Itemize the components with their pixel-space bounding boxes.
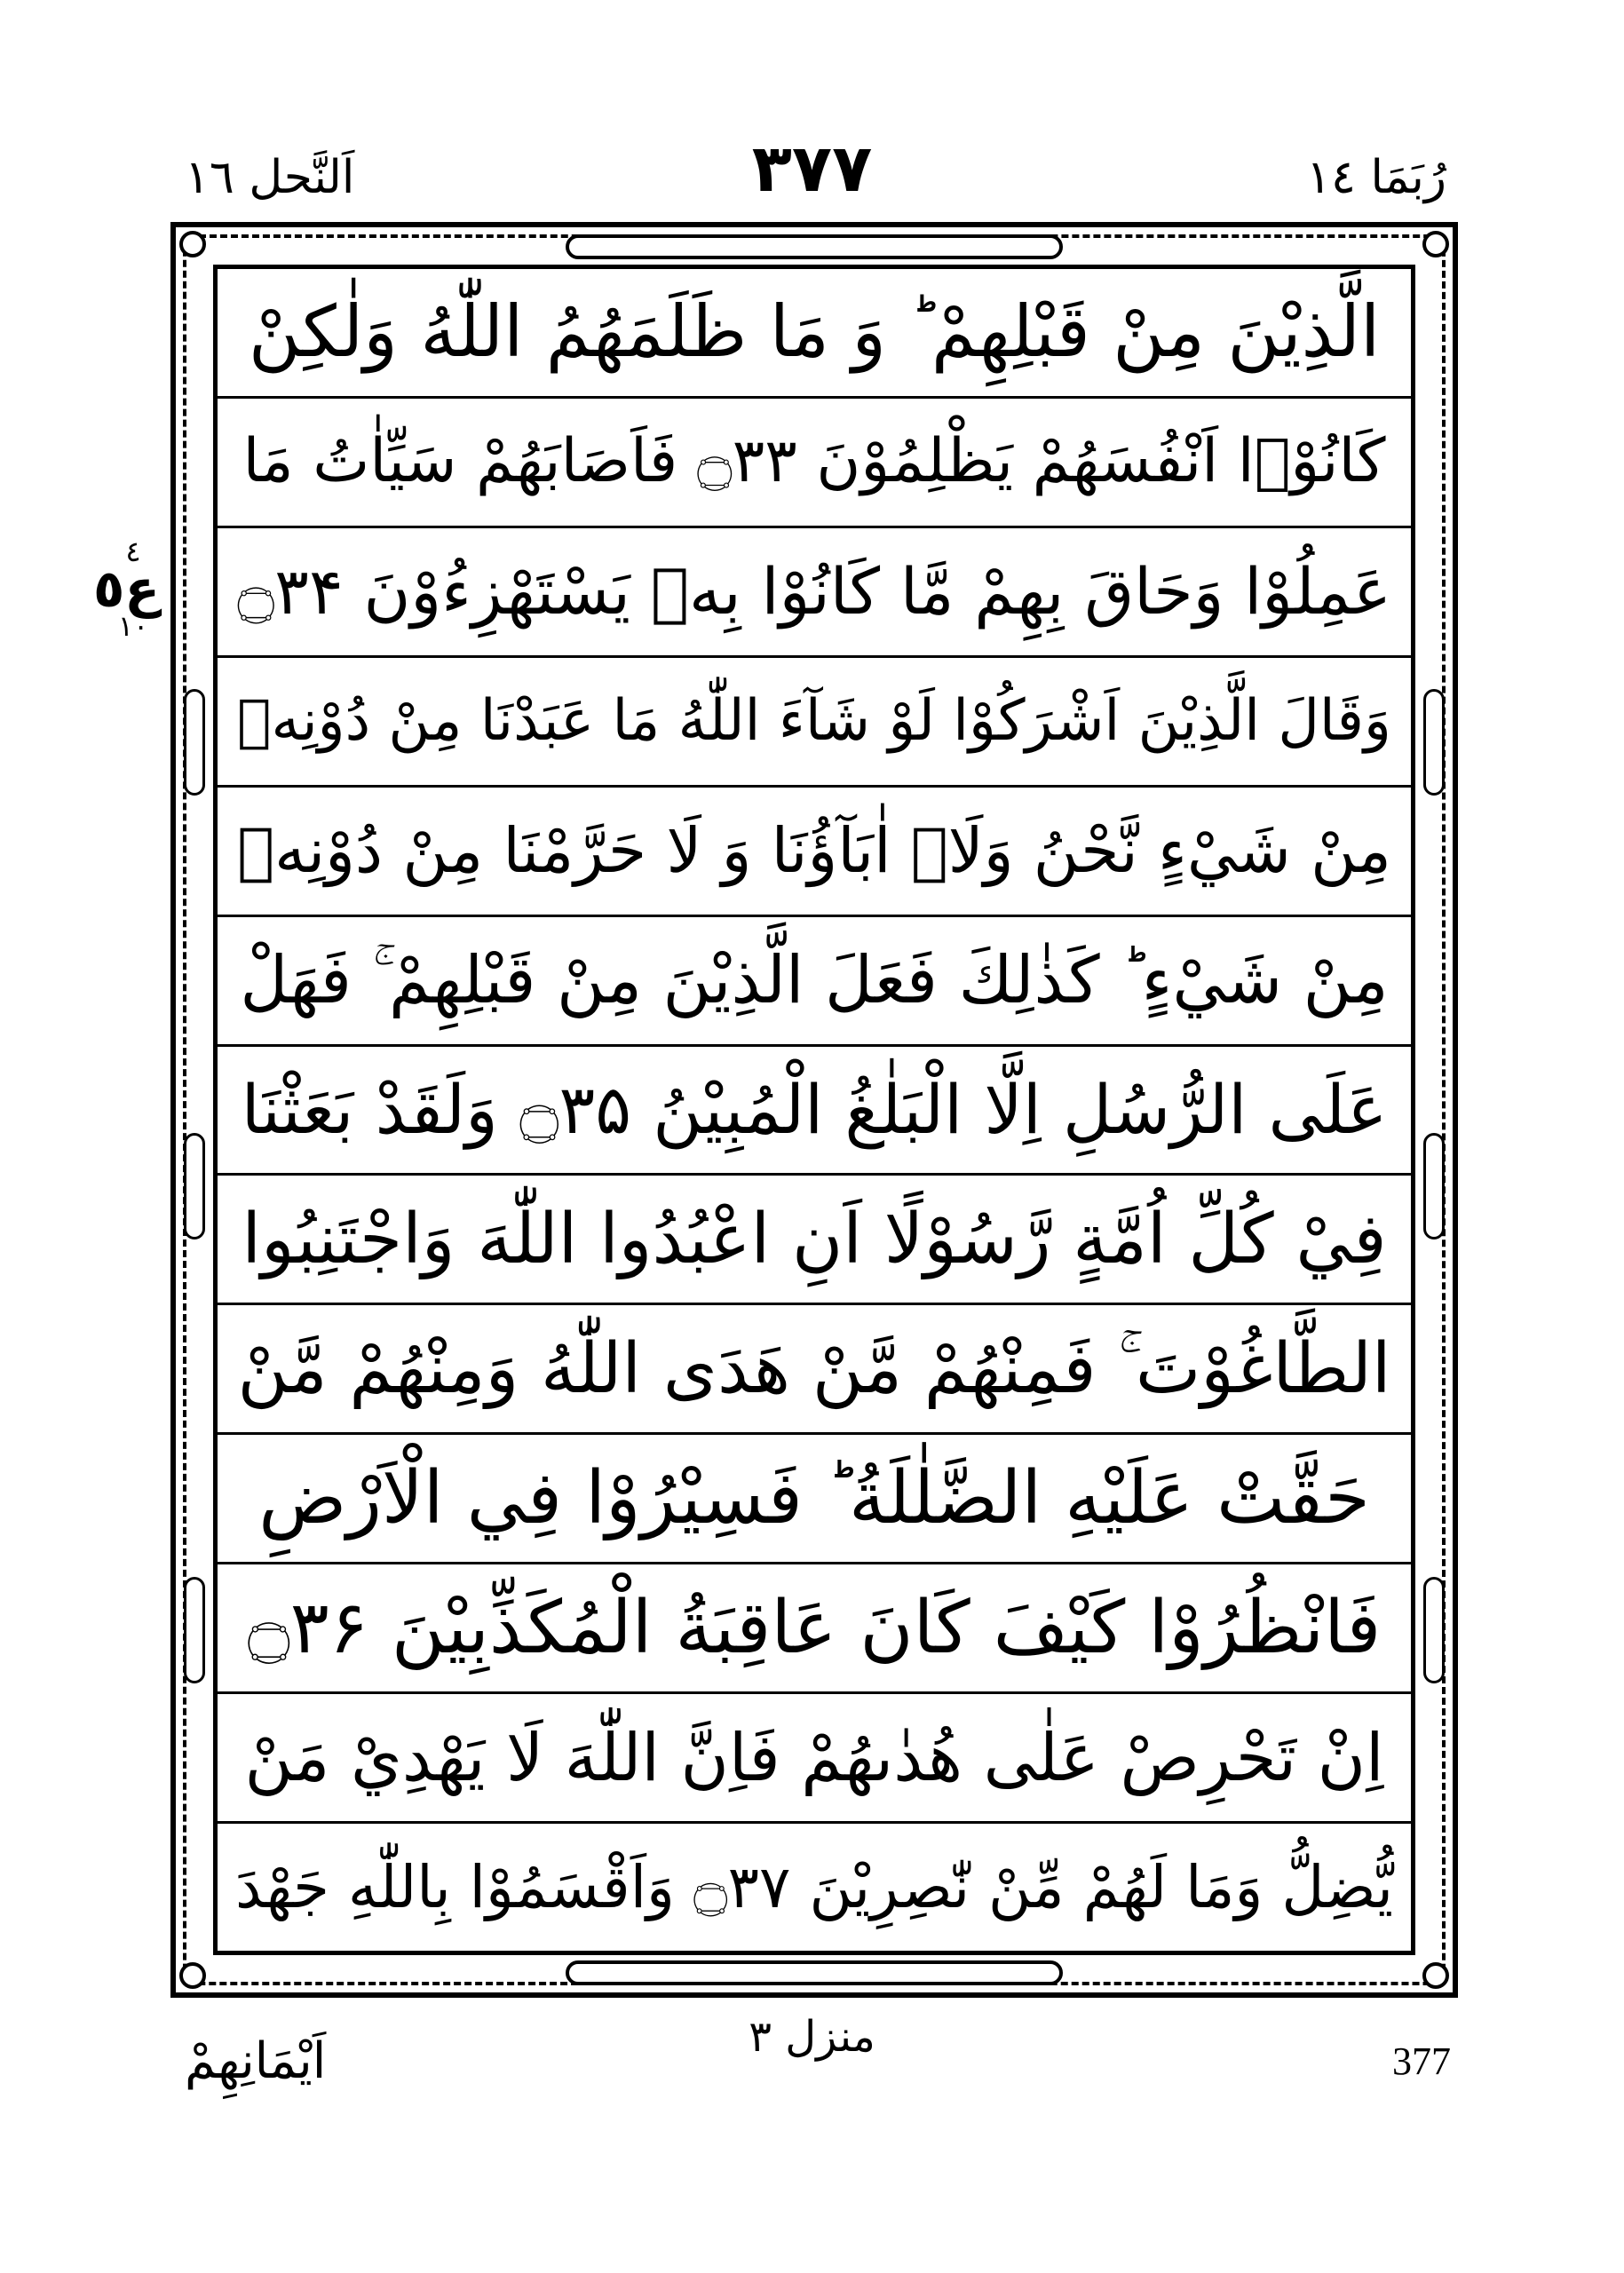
side-ornament-left-3 bbox=[184, 1577, 205, 1683]
page-number-arabic: ٣٧٧ bbox=[751, 131, 873, 207]
side-ornament-right-3 bbox=[1423, 1577, 1445, 1683]
verse-line-5: مِنْ شَيْءٍ نَّحْنُ وَلَاۤ اٰبَآؤُنَا وَ لَا حَرَّمْنَا مِنْ دُوْنِهٖ bbox=[218, 788, 1411, 917]
corner-ornament-top-right bbox=[1422, 231, 1449, 257]
ruku-marker bbox=[92, 533, 160, 645]
ruku-marker-top: ٤ bbox=[125, 535, 141, 568]
verse-lines bbox=[218, 269, 1411, 1951]
text-area bbox=[213, 265, 1415, 1955]
verse-line-4: وَقَالَ الَّذِيْنَ اَشْرَكُوْا لَوْ شَآءَ اللّٰهُ مَا عَبَدْنَا مِنْ دُوْنِهٖ bbox=[218, 658, 1411, 788]
verse-line-2: كَانُوْۤا اَنْفُسَهُمْ يَظْلِمُوْنَ ۝۳۳ فَاَصَابَهُمْ سَيِّاٰتُ مَا bbox=[218, 399, 1411, 528]
page-frame bbox=[170, 222, 1458, 1998]
side-ornament-left-1 bbox=[184, 689, 205, 796]
corner-ornament-bottom-left bbox=[179, 1962, 206, 1989]
ruku-marker-bottom: ١٠ bbox=[117, 609, 149, 643]
side-ornament-right-2 bbox=[1423, 1133, 1445, 1239]
ruku-marker-middle: ع٥ bbox=[92, 558, 160, 619]
juz-name: رُبَمَا ١٤ bbox=[1306, 151, 1446, 204]
corner-ornament-bottom-right bbox=[1422, 1962, 1449, 1989]
verse-line-13: يُّضِلُّ وَمَا لَهُمْ مِّنْ نّٰصِرِيْنَ ۝۳۷ وَاَقْسَمُوْا بِاللّٰهِ جَهْدَ bbox=[235, 1852, 1393, 1921]
page-number: 377 bbox=[1392, 2039, 1451, 2083]
catchword: اَيْمَانِهِمْ bbox=[185, 2032, 327, 2090]
verse-line-1: الَّذِيْنَ مِنْ قَبْلِهِمْ ؕ وَ مَا ظَلَمَهُمُ اللّٰهُ وَلٰكِنْ bbox=[218, 269, 1411, 399]
verse-line-6: مِنْ شَيْءٍ ؕ كَذٰلِكَ فَعَلَ الَّذِيْنَ مِنْ قَبْلِهِمْ ۚ فَهَلْ bbox=[218, 917, 1411, 1047]
surah-name: اَلنَّحل ١٦ bbox=[185, 151, 355, 204]
manzil-label: منزل ٣ bbox=[749, 2012, 875, 2062]
verse-line-11: فَانْظُرُوْا كَيْفَ كَانَ عَاقِبَةُ الْمُكَذِّبِيْنَ ۝۳۶ bbox=[218, 1564, 1411, 1694]
bottom-cartouche bbox=[566, 1960, 1063, 1985]
verse-line-12: اِنْ تَحْرِصْ عَلٰى هُدٰىهُمْ فَاِنَّ اللّٰهَ لَا يَهْدِيْ مَنْ bbox=[218, 1694, 1411, 1824]
side-ornament-left-2 bbox=[184, 1133, 205, 1239]
top-cartouche bbox=[566, 234, 1063, 259]
verse-line-10: حَقَّتْ عَلَيْهِ الضَّلٰلَةُ ؕ فَسِيْرُوْا فِي الْاَرْضِ bbox=[218, 1435, 1411, 1564]
verse-line-8: فِيْ كُلِّ اُمَّةٍ رَّسُوْلًا اَنِ اعْبُدُوا اللّٰهَ وَاجْتَنِبُوا bbox=[218, 1176, 1411, 1305]
side-ornament-right-1 bbox=[1423, 689, 1445, 796]
verse-line-9: الطَّاغُوْتَ ۚ فَمِنْهُمْ مَّنْ هَدَى اللّٰهُ وَمِنْهُمْ مَّنْ bbox=[218, 1305, 1411, 1435]
verse-line-3: عَمِلُوْا وَحَاقَ بِهِمْ مَّا كَانُوْا بِهٖ يَسْتَهْزِءُوْنَ ۝۳۴ bbox=[218, 528, 1411, 658]
verse-line-7: عَلَى الرُّسُلِ اِلَّا الْبَلٰغُ الْمُبِيْنُ ۝۳۵ وَلَقَدْ بَعَثْنَا bbox=[218, 1047, 1411, 1176]
corner-ornament-top-left bbox=[179, 231, 206, 257]
